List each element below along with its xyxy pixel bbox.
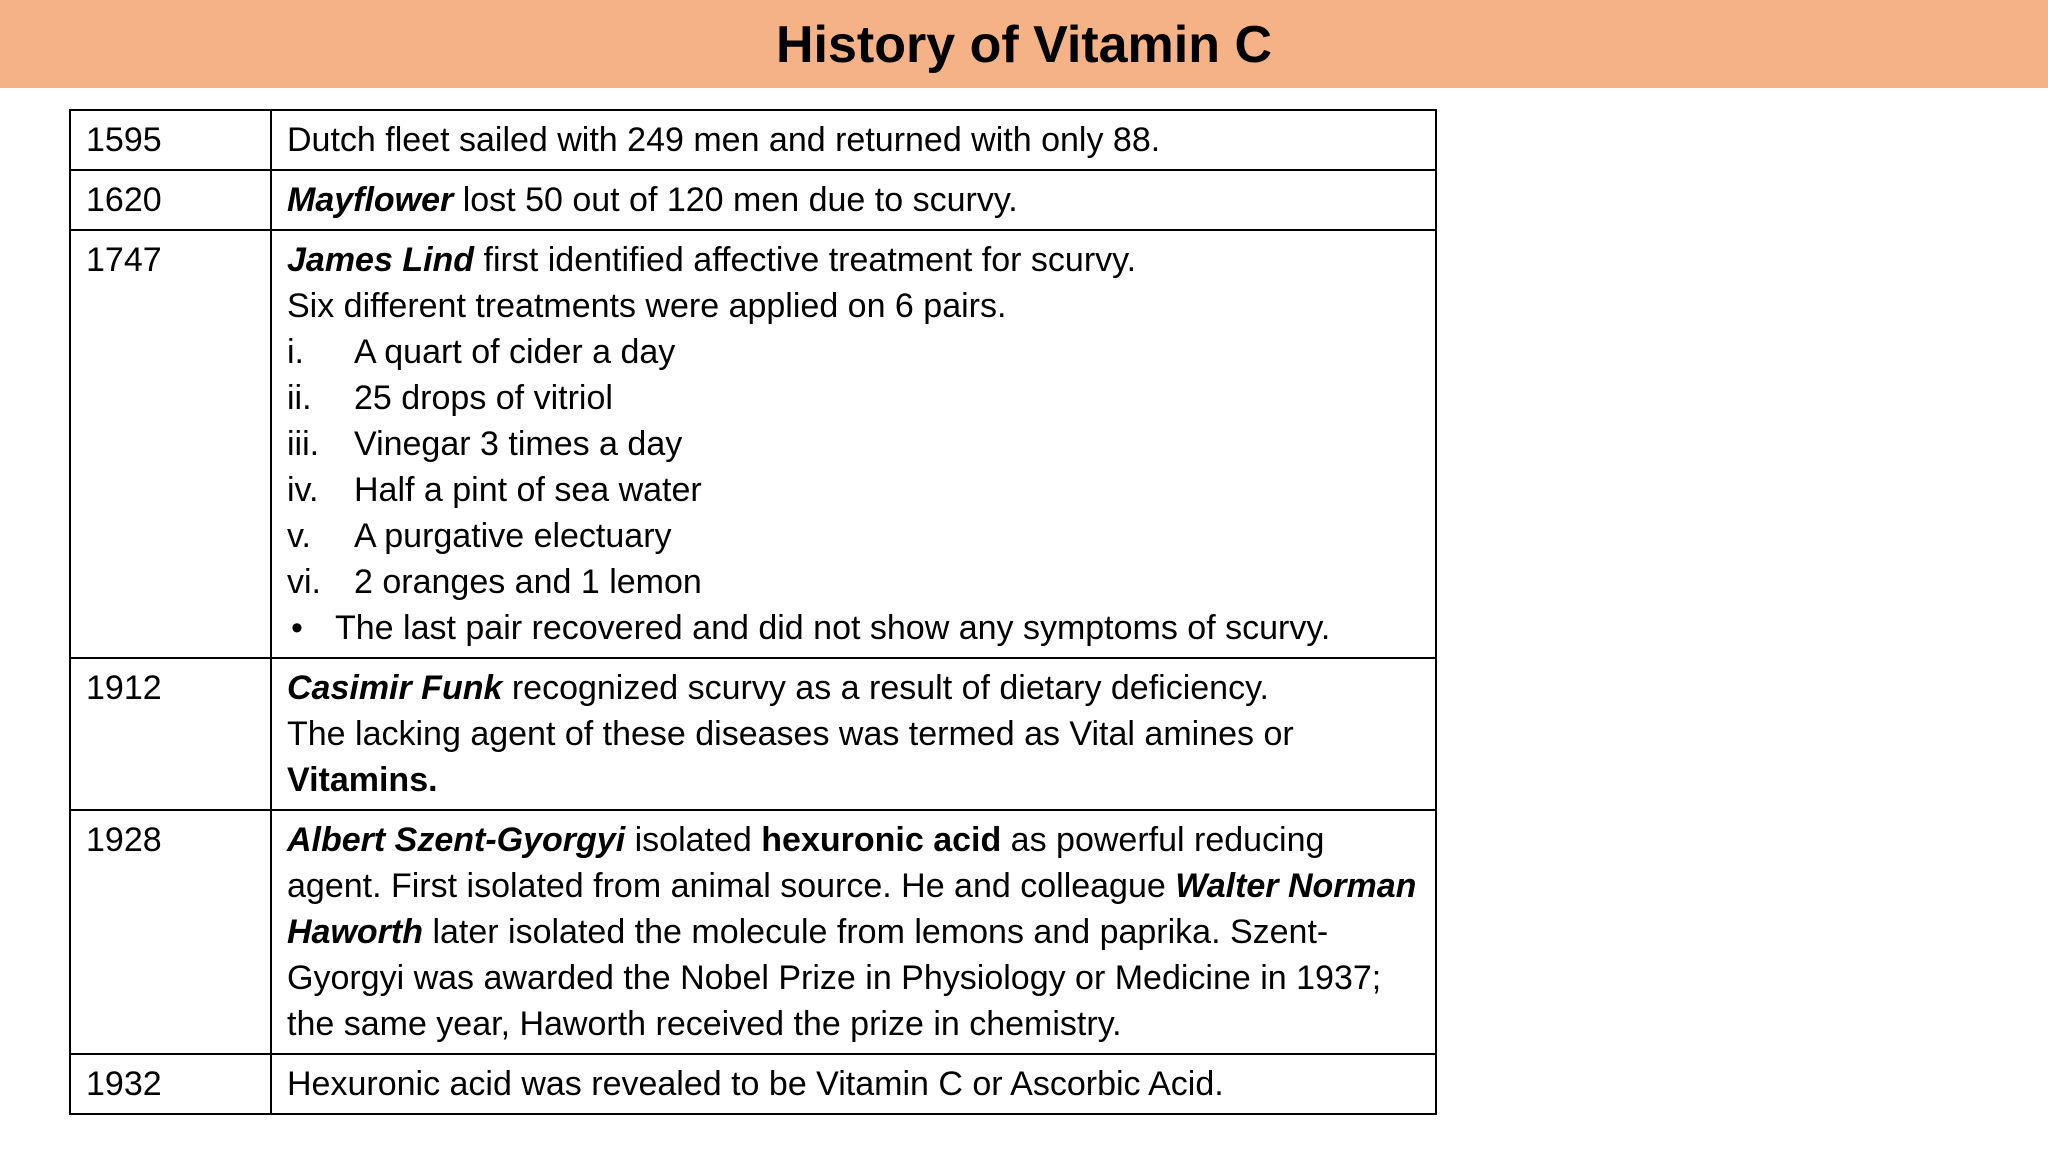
list-number: v. [287, 517, 311, 555]
event-text: later isolated the molecule from lemons and paprika. Szent-Gyorgyi was awarded the Nobel Prize in Physiology or Medicine in 1937; the same year, Haworth received the prize in chemistry. [287, 913, 1382, 1043]
event-cell [271, 230, 1436, 658]
bullet-icon: • [291, 609, 303, 647]
title-bar [0, 0, 2048, 88]
year-cell: 1747 [70, 230, 271, 658]
event-cell [271, 1054, 1436, 1114]
event-text-line: Six different treatments were applied on 6 pairs. [287, 287, 1007, 325]
person-name: James Lind [287, 241, 475, 279]
list-text: A purgative electuary [354, 517, 672, 555]
page-title: History of Vitamin C [775, 16, 1272, 74]
event-cell [271, 810, 1436, 1054]
event-text: isolated [625, 821, 762, 859]
event-text: as powerful reducing agent. First isolated from animal source. He and colleague [287, 821, 1325, 905]
conclusion-text: The last pair recovered and did not show any symptoms of scurvy. [335, 609, 1331, 647]
history-table [69, 109, 1437, 1115]
conclusion-line [287, 605, 1421, 651]
event-cell [271, 658, 1436, 810]
event-text: Hexuronic acid was revealed to be Vitamin C or Ascorbic Acid. [287, 1065, 1224, 1103]
year-cell: 1912 [70, 658, 271, 810]
list-item [287, 375, 1421, 421]
list-item [287, 329, 1421, 375]
list-text: Vinegar 3 times a day [354, 425, 683, 463]
table-row [70, 170, 1436, 230]
table-row [70, 110, 1436, 170]
event-text: recognized scurvy as a result of dietary deficiency. [502, 669, 1270, 707]
table-row [70, 230, 1436, 658]
year-cell: 1928 [70, 810, 271, 1054]
list-number: iii. [287, 425, 320, 463]
list-item [287, 467, 1421, 513]
list-number: i. [287, 333, 304, 371]
list-number: iv. [287, 471, 319, 509]
list-text: A quart of cider a day [354, 333, 676, 371]
colleague-name: Walter Norman Haworth [287, 867, 1417, 951]
table-row [70, 810, 1436, 1054]
list-text: 2 oranges and 1 lemon [354, 563, 702, 601]
year-cell: 1595 [70, 110, 271, 170]
event-text-line: The lacking agent of these diseases was termed as Vital amines or [287, 715, 1294, 753]
list-text: 25 drops of vitriol [354, 379, 613, 417]
year-cell: 1620 [70, 170, 271, 230]
event-cell [271, 170, 1436, 230]
list-text: Half a pint of sea water [354, 471, 702, 509]
table-row [70, 658, 1436, 810]
compound-name: hexuronic acid [761, 821, 1002, 859]
year-cell: 1932 [70, 1054, 271, 1114]
person-name: Albert Szent-Gyorgyi [287, 821, 626, 859]
ship-name: Mayflower [287, 181, 454, 219]
term-text: Vitamins. [287, 761, 438, 799]
event-cell [271, 110, 1436, 170]
list-number: ii. [287, 379, 312, 417]
list-item [287, 421, 1421, 467]
list-item [287, 513, 1421, 559]
list-number: vi. [287, 563, 321, 601]
treatment-list [287, 329, 1421, 605]
list-item [287, 559, 1421, 605]
event-text: first identified affective treatment for scurvy. [474, 241, 1137, 279]
table-row [70, 1054, 1436, 1114]
person-name: Casimir Funk [287, 669, 503, 707]
event-text: lost 50 out of 120 men due to scurvy. [453, 181, 1018, 219]
event-text: Dutch fleet sailed with 249 men and returned with only 88. [287, 121, 1161, 159]
